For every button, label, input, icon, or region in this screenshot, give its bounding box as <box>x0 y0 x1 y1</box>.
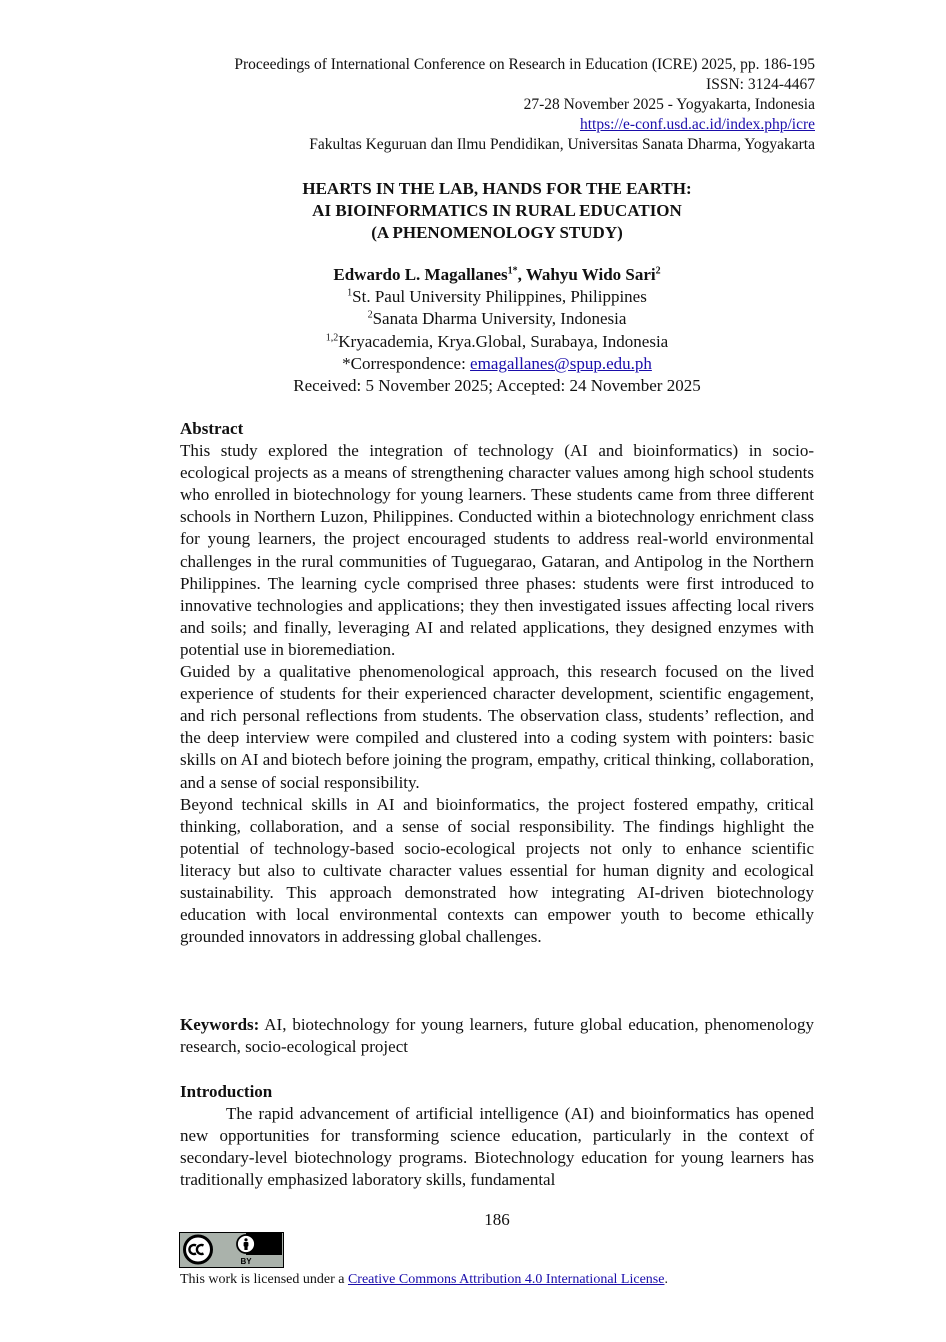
cc-logo-icon <box>185 1236 212 1263</box>
header-issn: ISSN: 3124-4467 <box>706 76 815 93</box>
introduction-paragraph-1: The rapid advancement of artificial intelligence (AI) and bioinformatics has opened new opportunities for transforming science education, particularly in the context of secondary-level biotechnology programs. Biotechnology education for young learners has traditionally emphasized laboratory skills, fundamental <box>180 1104 814 1190</box>
correspondence-email-link[interactable]: emagallanes@spup.edu.ph <box>470 353 652 373</box>
author-1: Edwardo L. Magallanes <box>333 265 508 284</box>
affiliation-2: $^2$Sanata Dharma University, Indonesia <box>367 309 627 329</box>
affiliation-1: $^1$St. Paul University Philippines, Philippines <box>347 287 647 307</box>
header-proceedings: Proceedings of International Conference on Research in Education (ICRE) 2025, pp. 186-195 <box>234 56 815 73</box>
abstract-paragraph-3: Beyond technical skills in AI and bioinformatics, the project fostered empathy, critical thinking, collaboration, and a sense of social responsibility. The findings highlight the potential of technology-based socio-ecological projects not only to enhance scientific literacy but also to cultivate character values essential for human dignity and ecological sustainability. This approach demonstrated how integrating AI-driven biotechnology education with local environmental contexts can empower youth to become ethically grounded innovators in addressing global challenges. <box>180 794 814 947</box>
author-names <box>180 264 814 286</box>
title-line-3: (A PHENOMENOLOGY STUDY) <box>371 223 623 242</box>
title-line-2: AI BIOINFORMATICS IN RURAL EDUCATION <box>312 201 682 220</box>
author-1-sup: 1* <box>507 265 518 277</box>
cc-by-license-badge[interactable] <box>179 1232 284 1268</box>
title-line-1: HEARTS IN THE LAB, HANDS FOR THE EARTH: <box>302 179 692 198</box>
introduction-section <box>180 1081 814 1191</box>
attribution-person-icon <box>237 1235 255 1253</box>
abstract-paragraph-2: Guided by a qualitative phenomenological approach, this research focused on the lived experience of students for their experienced character development, scientific engagement, and rich personal reflections from students. The observation class, students’ reflection, and the deep interview were compiled and clustered into a coding system with pointers: basic skills on AI and biotech before joining the program, empathy, critical thinking, collaboration, and a sense of social responsibility. <box>180 662 814 792</box>
header-faculty: Fakultas Keguruan dan Ilmu Pendidikan, Universitas Sanata Dharma, Yogyakarta <box>309 136 815 153</box>
header-url-link[interactable]: https://e-conf.usd.ac.id/index.php/icre <box>579 116 815 133</box>
affiliation-3: $^{1,2}$Kryacademia, Krya.Global, Surabaya, Indonesia <box>325 331 669 351</box>
author-2-sup: 2 <box>655 265 661 277</box>
header-dates: 27-28 November 2025 - Yogyakarta, Indonesia <box>523 96 815 113</box>
keywords-label: Keywords: <box>180 1015 260 1034</box>
license-link[interactable]: Creative Commons Attribution 4.0 International License <box>347 1272 665 1287</box>
author-block <box>180 264 814 397</box>
license-statement: This work is licensed under a Creative Commons Attribution 4.0 International License. <box>180 1272 668 1287</box>
received-accepted-dates: Received: 5 November 2025; Accepted: 24 November 2025 <box>293 376 701 396</box>
keywords-text: AI, biotechnology for young learners, future global education, phenomenology research, socio-ecological project <box>180 1015 814 1057</box>
cc-by-label: BY <box>240 1257 252 1266</box>
author-2: Wahyu Wido Sari <box>525 265 656 284</box>
introduction-heading: Introduction <box>180 1082 273 1101</box>
abstract-paragraph-1: This study explored the integration of technology (AI and bioinformatics) in socio-ecological projects as a means of strengthening character values among high school students who enrolled in biotechnology for young learners. These students came from three different schools in Northern Luzon, Philippines. Conducted within a biotechnology enrichment class for young learners, the project encouraged students to address real-world environmental challenges in the rural communities of Tuguegarao, Gataran, and Antipolog in the Northern Philippines. The learning cycle comprised three phases: students were first introduced to innovative technologies and applications; they then investigated issues affecting local rivers and soils; and finally, leveraging AI and related applications, they designed enzymes with potential use in bioremediation. <box>180 441 814 659</box>
correspondence: *Correspondence: emagallanes@spup.edu.ph <box>342 353 652 373</box>
paper-title <box>180 178 814 244</box>
author-separator: , <box>517 265 526 284</box>
page-number: 186 <box>484 1210 510 1229</box>
abstract-section <box>180 418 814 948</box>
keywords-section <box>180 1014 814 1058</box>
conference-header <box>100 55 815 155</box>
abstract-heading: Abstract <box>180 419 244 438</box>
